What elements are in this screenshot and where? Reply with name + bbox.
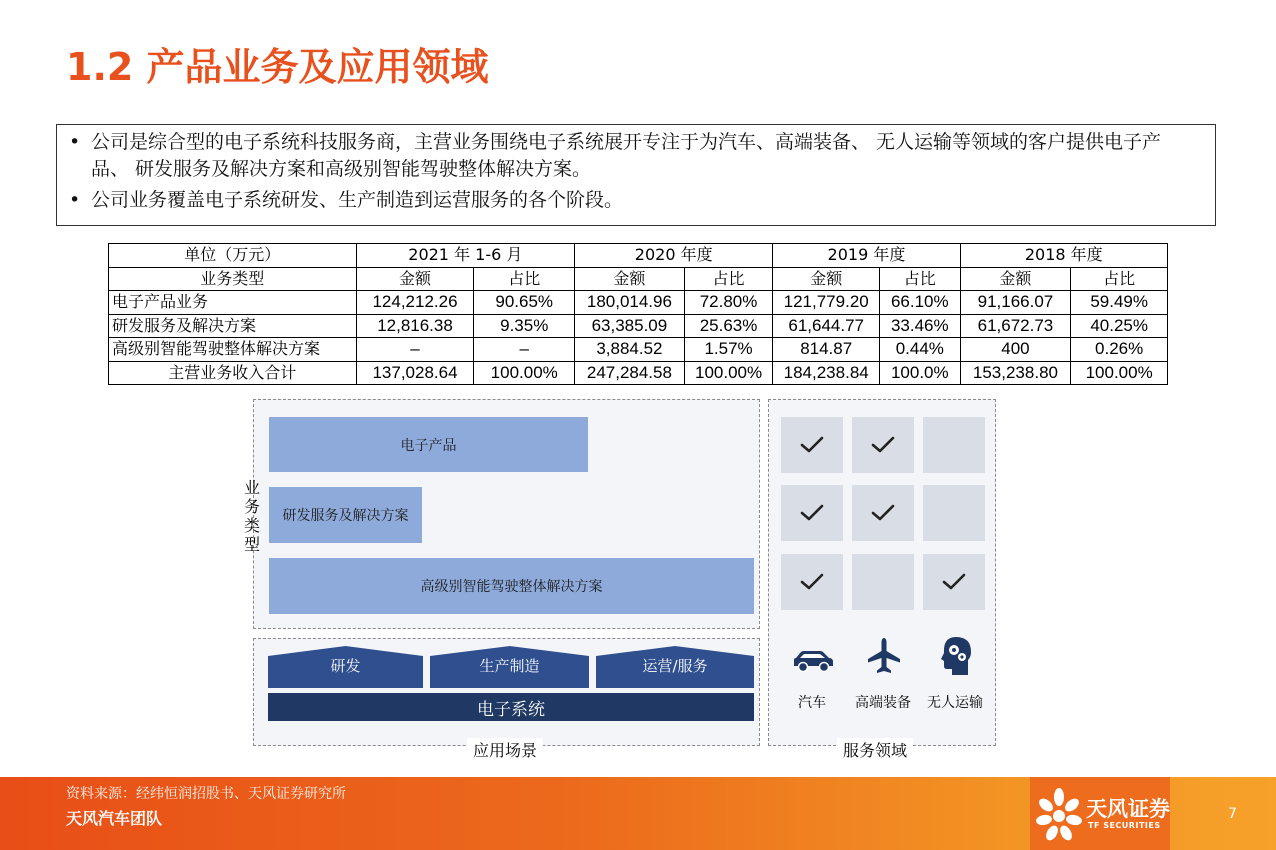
table-row: [109, 361, 1168, 385]
service-matrix-cell: [781, 554, 843, 610]
service-matrix-cell: [781, 417, 843, 473]
service-matrix-cell: [852, 554, 914, 610]
amount-cell: 124,212.26: [356, 291, 474, 315]
share-cell: 1.57%: [684, 338, 773, 362]
amount-header: 金额: [773, 267, 880, 291]
amount-cell: 400: [960, 338, 1071, 362]
amount-cell: 137,028.64: [356, 361, 474, 385]
share-cell: 100.0%: [880, 361, 961, 385]
share-cell: 59.49%: [1071, 291, 1168, 315]
period-header: 2020 年度: [575, 244, 773, 268]
head-gears-icon: [934, 634, 978, 678]
amount-cell: 153,238.80: [960, 361, 1071, 385]
amount-cell: 63,385.09: [575, 314, 685, 338]
amount-cell: 61,672.73: [960, 314, 1071, 338]
service-label-equipment: 高端装备: [855, 695, 911, 711]
share-header: 占比: [880, 267, 961, 291]
tf-logo-icon: [1034, 787, 1084, 843]
bullet-text: 公司是综合型的电子系统科技服务商，主营业务围绕电子系统展开专注于为汽车、高端装备、 无人运输等领域的客户提供电子产品、 研发服务及解决方案和高级别智能驾驶整体解决方案。: [91, 131, 1162, 180]
airplane-icon: [862, 634, 906, 678]
stage-label: 运营/服务: [642, 657, 708, 675]
check-icon: [799, 572, 825, 592]
service-matrix-cell: [923, 417, 985, 473]
amount-cell: 121,779.20: [773, 291, 880, 315]
service-caption: 服务领域: [837, 738, 913, 761]
scenario-caption: 应用场景: [467, 738, 543, 761]
share-cell: –: [474, 338, 575, 362]
check-icon: [870, 503, 896, 523]
period-header: 2019 年度: [773, 244, 960, 268]
amount-cell: 12,816.38: [356, 314, 474, 338]
business-type-label: 业务类型: [243, 478, 260, 554]
service-matrix-cell: [923, 485, 985, 541]
amount-cell: 61,644.77: [773, 314, 880, 338]
share-cell: 40.25%: [1071, 314, 1168, 338]
row-label: 研发服务及解决方案: [109, 314, 357, 338]
share-cell: 100.00%: [684, 361, 773, 385]
electronic-system-bar: 电子系统: [268, 693, 754, 721]
amount-cell: 91,166.07: [960, 291, 1071, 315]
stage-label: 研发: [330, 657, 361, 675]
source-note: 资料来源：经纬恒润招股书、天风证券研究所: [66, 786, 346, 802]
bullet-item: [69, 187, 1199, 214]
table-row: [109, 338, 1168, 362]
amount-cell: 814.87: [773, 338, 880, 362]
business-bar-electronics: 电子产品: [269, 417, 588, 472]
amount-header: 金额: [960, 267, 1071, 291]
type-label: 业务类型: [109, 267, 357, 291]
stage-rd: [268, 646, 423, 688]
row-label: 主营业务收入合计: [109, 361, 357, 385]
stage-operation: [596, 646, 754, 688]
share-header: 占比: [684, 267, 773, 291]
table-subheader-row: [109, 267, 1168, 291]
share-header: 占比: [474, 267, 575, 291]
check-icon: [941, 572, 967, 592]
service-matrix-cell: [852, 485, 914, 541]
share-cell: 100.00%: [474, 361, 575, 385]
business-bar-rd-services: 研发服务及解决方案: [269, 487, 422, 543]
amount-cell: 180,014.96: [575, 291, 685, 315]
service-matrix-cell: [852, 417, 914, 473]
row-label: 电子产品业务: [109, 291, 357, 315]
logo-text: 天风证券: [1086, 797, 1170, 821]
period-header: 2021 年 1-6 月: [356, 244, 574, 268]
logo-subtext: TF SECURITIES: [1088, 821, 1161, 830]
stage-manufacturing: [430, 646, 589, 688]
share-header: 占比: [1071, 267, 1168, 291]
check-icon: [870, 435, 896, 455]
bullet-item: [69, 129, 1199, 183]
service-label-transport: 无人运输: [927, 695, 983, 711]
stage-label: 生产制造: [479, 657, 540, 675]
share-cell: 25.63%: [684, 314, 773, 338]
amount-cell: 247,284.58: [575, 361, 685, 385]
share-cell: 72.80%: [684, 291, 773, 315]
page-title: 1.2 产品业务及应用领域: [66, 45, 489, 89]
amount-header: 金额: [356, 267, 474, 291]
period-header: 2018 年度: [960, 244, 1167, 268]
share-cell: 66.10%: [880, 291, 961, 315]
revenue-table: [108, 243, 1168, 385]
check-icon: [799, 435, 825, 455]
amount-cell: –: [356, 338, 474, 362]
business-bar-autonomous-driving: 高级别智能驾驶整体解决方案: [269, 558, 754, 614]
share-cell: 9.35%: [474, 314, 575, 338]
share-cell: 100.00%: [1071, 361, 1168, 385]
bullet-text: 公司业务覆盖电子系统研发、生产制造到运营服务的各个阶段。: [91, 189, 624, 211]
table-row: [109, 291, 1168, 315]
check-icon: [799, 503, 825, 523]
footer-bar: [0, 777, 1276, 850]
unit-label: 单位（万元）: [109, 244, 357, 268]
share-cell: 33.46%: [880, 314, 961, 338]
amount-header: 金额: [575, 267, 685, 291]
table-header-row: [109, 244, 1168, 268]
amount-cell: 184,238.84: [773, 361, 880, 385]
service-label-car: 汽车: [798, 695, 826, 711]
summary-box: [56, 124, 1216, 226]
share-cell: 0.44%: [880, 338, 961, 362]
bullet-marker: •: [69, 189, 81, 211]
service-matrix-cell: [781, 485, 843, 541]
business-diagram: [240, 396, 1000, 760]
table-row: [109, 314, 1168, 338]
row-label: 高级别智能驾驶整体解决方案: [109, 338, 357, 362]
team-name: 天风汽车团队: [66, 809, 163, 828]
bullet-marker: •: [69, 131, 81, 153]
page-number: 7: [1228, 806, 1237, 822]
amount-cell: 3,884.52: [575, 338, 685, 362]
service-matrix-cell: [923, 554, 985, 610]
car-icon: [788, 641, 838, 681]
share-cell: 0.26%: [1071, 338, 1168, 362]
share-cell: 90.65%: [474, 291, 575, 315]
